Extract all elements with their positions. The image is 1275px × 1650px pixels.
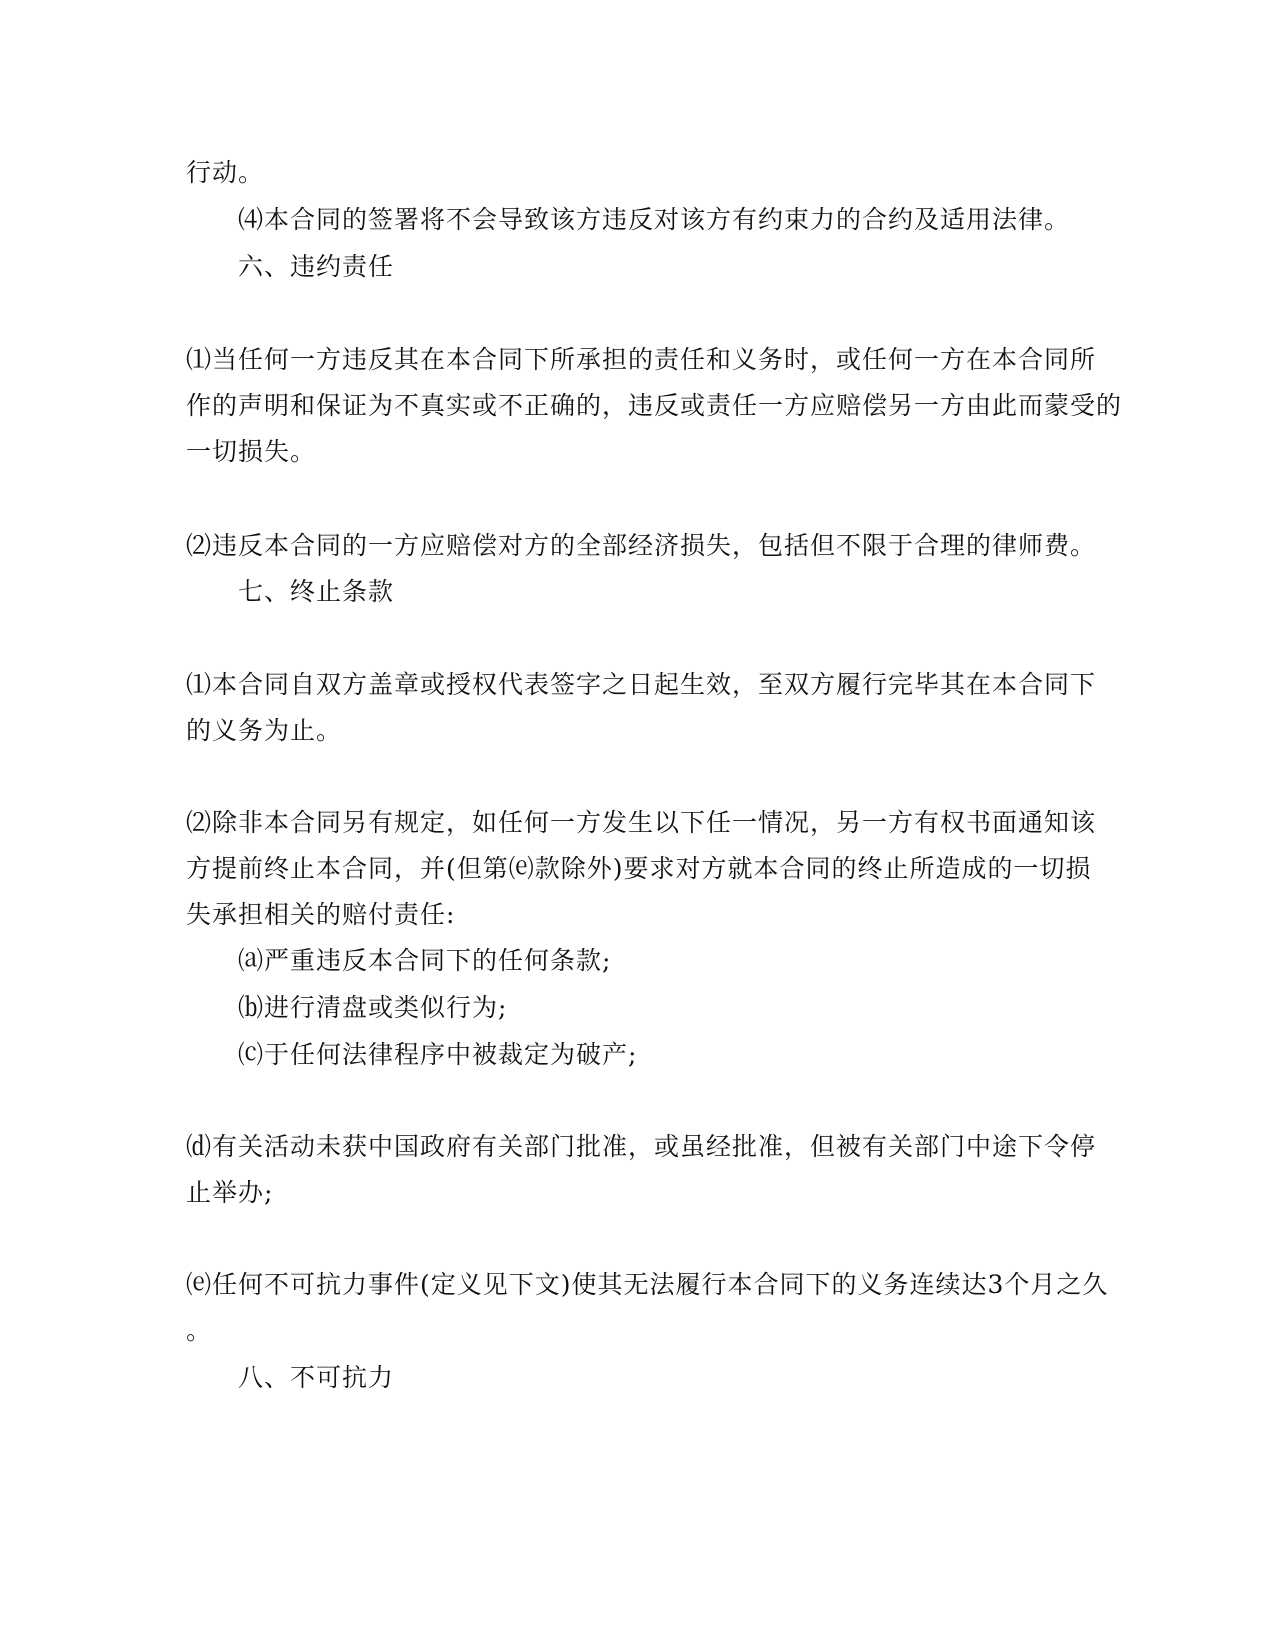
sub-item-d-line: 止举办; xyxy=(186,1178,274,1207)
clause-1-line: ⑴当任何一方违反其在本合同下所承担的责任和义务时，或任何一方在本合同所 xyxy=(186,345,1097,374)
clause-4-line: ⑷本合同的签署将不会导致该方违反对该方有约束力的合约及适用法律。 xyxy=(238,205,1071,234)
sub-item-b: ⒝进行清盘或类似行为; xyxy=(238,993,508,1022)
clause-1-line: ⑴本合同自双方盖章或授权代表签字之日起生效，至双方履行完毕其在本合同下 xyxy=(186,670,1097,699)
sub-item-c: ⒞于任何法律程序中被裁定为破产; xyxy=(238,1040,638,1069)
clause-2-line: ⑵违反本合同的一方应赔偿对方的全部经济损失，包括但不限于合理的律师费。 xyxy=(186,531,1097,560)
clause-1-line: 作的声明和保证为不真实或不正确的，违反或责任一方应赔偿另一方由此而蒙受的 xyxy=(186,391,1123,420)
sub-item-d-line: ⒟有关活动未获中国政府有关部门批准，或虽经批准，但被有关部门中途下令停 xyxy=(186,1132,1097,1161)
section-heading-force-majeure: 八、不可抗力 xyxy=(238,1363,395,1392)
clause-2-line: ⑵除非本合同另有规定，如任何一方发生以下任一情况，另一方有权书面通知该 xyxy=(186,808,1097,837)
sub-item-e-line: 。 xyxy=(186,1316,213,1345)
sub-item-a: ⒜严重违反本合同下的任何条款; xyxy=(238,946,612,975)
clause-2-line: 失承担相关的赔付责任: xyxy=(186,900,456,929)
clause-1-line: 一切损失。 xyxy=(186,437,317,466)
paragraph-line: 行动。 xyxy=(186,158,265,187)
section-heading-breach-liability: 六、违约责任 xyxy=(238,252,395,281)
clause-1-line: 的义务为止。 xyxy=(186,716,343,745)
section-heading-termination: 七、终止条款 xyxy=(238,577,395,606)
sub-item-e-line: ⒠任何不可抗力事件(定义见下文)使其无法履行本合同下的义务连续达3个月之久 xyxy=(186,1270,1109,1299)
clause-2-line: 方提前终止本合同，并(但第⒠款除外)要求对方就本合同的终止所造成的一切损 xyxy=(186,854,1092,883)
